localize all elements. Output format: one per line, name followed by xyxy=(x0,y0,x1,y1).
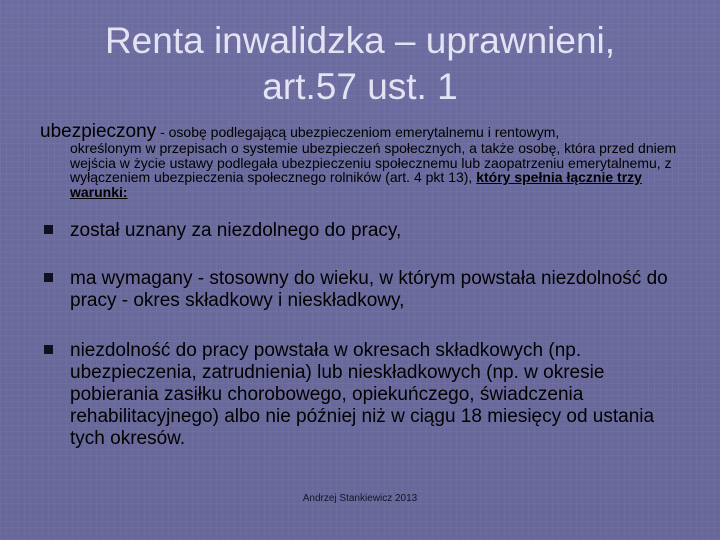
square-bullet-icon xyxy=(44,225,53,234)
slide-title-line-2: art.57 ust. 1 xyxy=(262,66,458,107)
condition-text-1: został uznany za niezdolnego do pracy, xyxy=(70,220,402,241)
slide-title xyxy=(40,18,680,110)
definition-start: - osobę podlegającą ubezpieczeniom emerytalnemu i rentowym, xyxy=(156,124,560,140)
definition-emphasis: który spełnia łącznie trzy warunki: xyxy=(70,169,642,200)
list-item xyxy=(44,340,684,450)
defined-term: ubezpieczony xyxy=(40,121,157,142)
definition-continuation xyxy=(70,141,680,199)
definition-paragraph xyxy=(40,122,680,199)
list-item xyxy=(44,268,684,312)
slide-title-line-1: Renta inwalidzka – uprawnieni, xyxy=(104,20,616,61)
slide-footer: Andrzej Stankiewicz 2013 xyxy=(302,493,418,504)
condition-text-3: niezdolność do pracy powstała w okresach składkowych (np. ubezpieczenia, zatrudnienia) lub nieskładkowych (np. w okresie pobierania zasiłku chorobowego, opiekuńczego, świadczenia rehabilitacyjnego) albo nie później niż w ciągu 18 miesięcy od ustania tych okresów. xyxy=(70,340,655,449)
square-bullet-icon xyxy=(44,345,53,354)
square-bullet-icon xyxy=(44,273,53,282)
list-item xyxy=(44,220,684,242)
conditions-list xyxy=(44,220,684,450)
definition-rest: określonym w przepisach o systemie ubezpieczeń społecznych, a także osobę, która przed dniem wejścia w życie ustawy podlegała ubezpieczeniu społecznemu lub zaopatrzeniu emerytalnemu, z wyłączeniem ubezpieczenia społecznego rolników (art. 4 pkt 13), xyxy=(70,140,677,185)
condition-text-2: ma wymagany - stosowny do wieku, w którym powstała niezdolność do pracy - okres składkowy i nieskładkowy, xyxy=(70,268,668,311)
definition-lead-line xyxy=(40,122,680,142)
